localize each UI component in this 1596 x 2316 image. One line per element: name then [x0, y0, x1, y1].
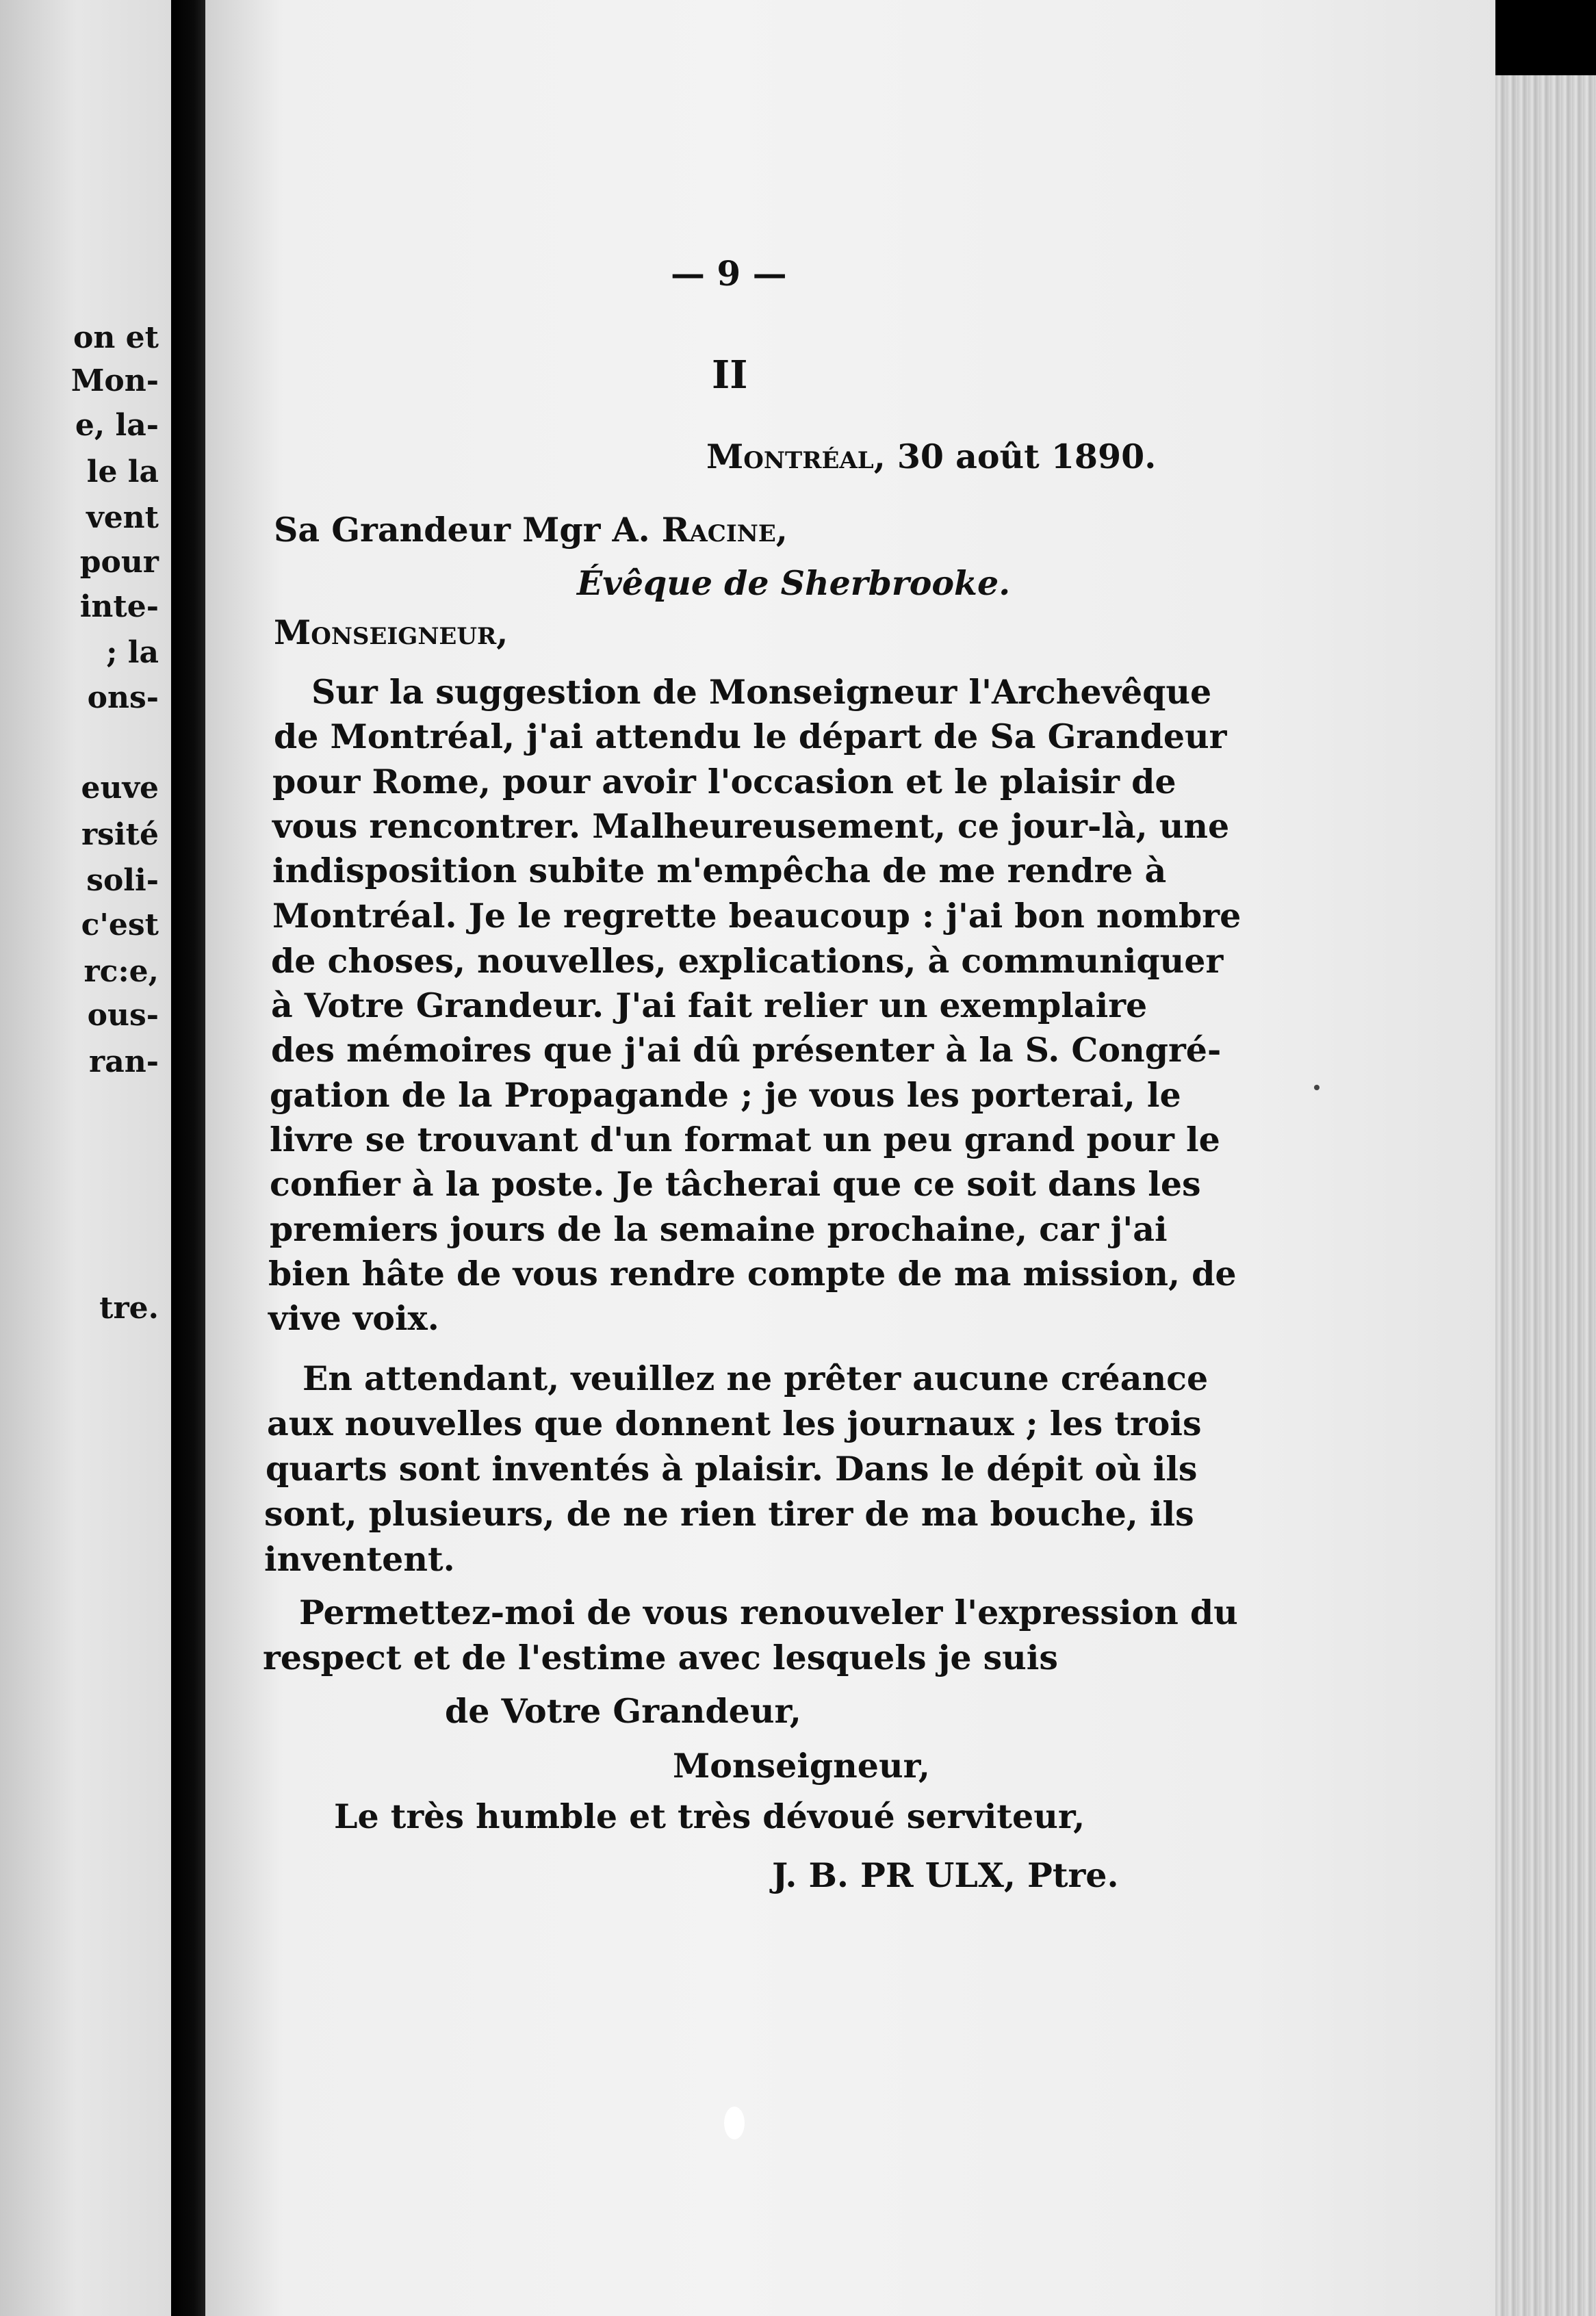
body-line: livre se trouvant d'un format un peu grand pour le	[270, 1120, 1220, 1159]
body-line: aux nouvelles que donnent les journaux ; les trois	[267, 1404, 1202, 1443]
body-line: Permettez-moi de vous renouveler l'expression du	[299, 1593, 1238, 1632]
left-page-line: ; la	[106, 635, 159, 670]
body-line: vive voix.	[268, 1298, 439, 1338]
closing-line-1: de Votre Grandeur,	[445, 1691, 801, 1731]
addressee-title: Sa Grandeur Mgr A.	[274, 510, 650, 550]
body-line: En attendant, veuillez ne prêter aucune créance	[303, 1359, 1209, 1398]
left-page-line: tre.	[99, 1291, 159, 1326]
closing-line-2: Monseigneur,	[673, 1746, 930, 1786]
left-page-line: le la	[86, 454, 159, 489]
page-edges	[1495, 75, 1596, 2316]
scan-speck	[724, 2107, 745, 2139]
left-page-line: ons-	[87, 680, 159, 715]
body-line: à Votre Grandeur. J'ai fait relier un exemplaire	[271, 986, 1148, 1025]
body-line: pour Rome, pour avoir l'occasion et le plaisir de	[272, 762, 1176, 801]
addressee-line-1	[274, 510, 788, 550]
addressee-line-2: Évêque de Sherbrooke.	[577, 563, 1011, 603]
left-page-line: pour	[79, 545, 159, 580]
left-page-line: e, la-	[75, 408, 159, 443]
dateline-date: 30 août 1890.	[897, 437, 1157, 476]
closing-line-3: Le très humble et très dévoué serviteur,	[334, 1797, 1085, 1836]
left-page-line: Mon-	[70, 363, 159, 398]
left-page-line: ran-	[89, 1044, 159, 1079]
section-number: II	[712, 352, 748, 398]
left-page-line: soli-	[86, 863, 159, 898]
salutation: Monseigneur,	[274, 613, 509, 652]
body-line: de Montréal, j'ai attendu le départ de Sa Grandeur	[274, 717, 1227, 756]
body-line: confier à la poste. Je tâcherai que ce soit dans les	[270, 1164, 1201, 1204]
left-page-line: inte-	[79, 589, 159, 624]
left-page-line: ous-	[87, 998, 159, 1033]
left-page-line: c'est	[81, 908, 159, 942]
body-line: Sur la suggestion de Monseigneur l'Archevêque	[311, 672, 1212, 712]
body-line: quarts sont inventés à plaisir. Dans le dépit où ils	[266, 1449, 1198, 1489]
left-page-line: rc:e,	[83, 954, 159, 989]
left-page-line: euve	[81, 771, 159, 806]
dateline-city: Montréal,	[706, 437, 886, 476]
page-edge-shadow	[1495, 0, 1596, 75]
body-line: bien hâte de vous rendre compte de ma mission, de	[268, 1254, 1237, 1294]
addressee-name: Racine,	[661, 510, 788, 550]
scan-speck	[1314, 1085, 1320, 1090]
body-line: sont, plusieurs, de ne rien tirer de ma bouche, ils	[264, 1494, 1194, 1534]
left-page-line: vent	[86, 500, 159, 535]
body-line: Montréal. Je le regrette beaucoup : j'ai bon nombre	[272, 896, 1241, 936]
body-line: indisposition subite m'empêcha de me rendre à	[272, 851, 1167, 890]
left-page-line: rsité	[81, 817, 159, 852]
dateline	[706, 437, 1157, 476]
left-page-line: on et	[73, 320, 159, 355]
body-line: de choses, nouvelles, explications, à communiquer	[271, 941, 1224, 981]
body-line: vous rencontrer. Malheureusement, ce jour-là, une	[272, 806, 1230, 846]
left-facing-page	[0, 0, 171, 2316]
body-line: gation de la Propagande ; je vous les porterai, le	[270, 1075, 1181, 1115]
signature: J. B. PR ULX, Ptre.	[772, 1855, 1119, 1895]
body-line: respect et de l'estime avec lesquels je suis	[263, 1638, 1058, 1677]
page-number: — 9 —	[671, 253, 787, 294]
body-line: des mémoires que j'ai dû présenter à la S. Congré-	[271, 1030, 1222, 1070]
body-line: premiers jours de la semaine prochaine, car j'ai	[270, 1209, 1168, 1249]
body-line: inventent.	[264, 1539, 455, 1579]
